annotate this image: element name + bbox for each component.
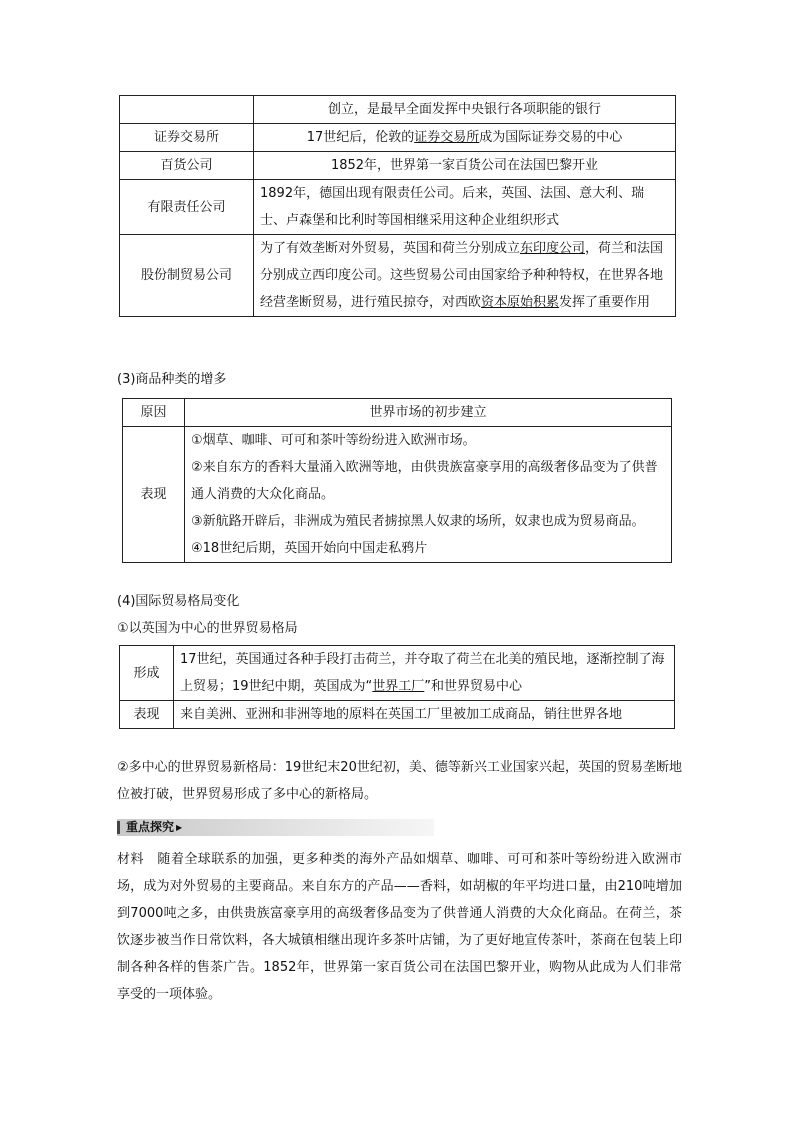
list-item: ③新航路开辟后，非洲成为殖民者掳掠黑人奴隶的场所，奴隶也成为贸易商品。 [191, 514, 645, 529]
trade-pattern-table [119, 645, 675, 729]
row-label: 表现 [123, 427, 185, 563]
table-row [120, 180, 676, 235]
row-content: 创立，是最早全面发挥中央银行各项职能的银行 [254, 96, 676, 124]
underlined-term: 世界工厂 [372, 679, 425, 694]
banner-text: 重点探究 [126, 820, 175, 834]
row-label: 百货公司 [120, 152, 254, 180]
banner-marker [117, 821, 120, 834]
subsection-heading: ①以英国为中心的世界贸易格局 [117, 621, 298, 636]
material-paragraph: 材料 随着全球联系的加强，更多种类的海外产品如烟草、咖啡、可可和茶叶等纷纷进入欧洲市场，成为对外贸易的主要商品。来自东方的产品——香料，如胡椒的年平均进口量，由210吨增加到7000吨之多，由供贵族富豪享用的高级奢侈品变为了供普通人消费的大众化商品。在荷兰，茶饮逐步被当作日常饮料，各大城镇相继出现许多茶叶店铺，为了更好地宣传茶叶，茶商在包装上印制各种各样的售茶广告。1852年，世界第一家百货公司在法国巴黎开业，购物从此成为人们非常享受的一项体验。 [117, 852, 682, 1002]
list-item: ①烟草、咖啡、可可和茶叶等纷纷进入欧洲市场。 [191, 433, 476, 448]
row-content [185, 427, 672, 563]
table-row [123, 427, 672, 563]
row-content [254, 124, 676, 152]
underlined-term: 证券交易所 [414, 130, 480, 145]
text-segment: 发挥了重要作用 [559, 295, 651, 310]
row-content [254, 235, 676, 317]
text-segment: 成为国际证券交易的中心 [479, 130, 623, 145]
list-item: ④18世纪后期，英国开始向中国走私鸦片 [191, 541, 428, 556]
table-row [120, 235, 676, 317]
table-row [120, 701, 675, 729]
row-label: 表现 [120, 701, 174, 729]
row-label: 有限责任公司 [120, 180, 254, 235]
row-label [120, 96, 254, 124]
text-segment: ”和世界贸易中心 [424, 679, 523, 694]
row-content: 来自美洲、亚洲和非洲等地的原料在英国工厂里被加工成商品，销往世界各地 [174, 701, 675, 729]
institutions-table [119, 95, 676, 317]
commodity-table [122, 398, 672, 563]
table-row [120, 124, 676, 152]
table-row [123, 399, 672, 427]
row-label: 原因 [123, 399, 185, 427]
list-item: ②来自东方的香料大量涌入欧洲等地，由供贵族富豪享用的高级奢侈品变为了供普通人消费的大众化商品。 [191, 460, 658, 502]
underlined-term: 资本原始积累 [481, 295, 560, 310]
text-segment: 17世纪后，伦敦的 [306, 130, 415, 145]
text-segment: 17世纪，英国通过各种手段打击荷兰，并夺取了荷兰在北美的殖民地，逐渐控制了海上贸易；19世纪中期，英国成为“ [180, 652, 665, 694]
underlined-term: 东印度公司 [520, 241, 586, 256]
row-content: 世界市场的初步建立 [185, 399, 672, 427]
text-segment: ，荷兰和法国分别成立西印度公司。这些贸易公司由国家给予种种特权，在世界各地经营垄断贸易，进行殖民掠夺，对西欧 [260, 241, 664, 310]
table-row [120, 152, 676, 180]
row-label: 股份制贸易公司 [120, 235, 254, 317]
section-heading: (4)国际贸易格局变化 [117, 594, 240, 609]
text-segment: 为了有效垄断对外贸易，英国和荷兰分别成立 [260, 241, 521, 256]
table-row [120, 96, 676, 124]
section-heading: (3)商品种类的增多 [117, 372, 227, 387]
row-content [174, 646, 675, 701]
row-label: 形成 [120, 646, 174, 701]
paragraph: ②多中心的世界贸易新格局：19世纪末20世纪初，美、德等新兴工业国家兴起，英国的贸易垄断地位被打破，世界贸易形成了多中心的新格局。 [117, 760, 682, 802]
row-label: 证券交易所 [120, 124, 254, 152]
row-content: 1852年，世界第一家百货公司在法国巴黎开业 [254, 152, 676, 180]
triangle-right-icon: ▶ [176, 823, 183, 832]
banner-label [126, 819, 182, 836]
row-content: 1892年，德国出现有限责任公司。后来，英国、法国、意大利、瑞士、卢森堡和比利时等国相继采用这种企业组织形式 [254, 180, 676, 235]
focus-banner [117, 819, 434, 836]
table-row [120, 646, 675, 701]
